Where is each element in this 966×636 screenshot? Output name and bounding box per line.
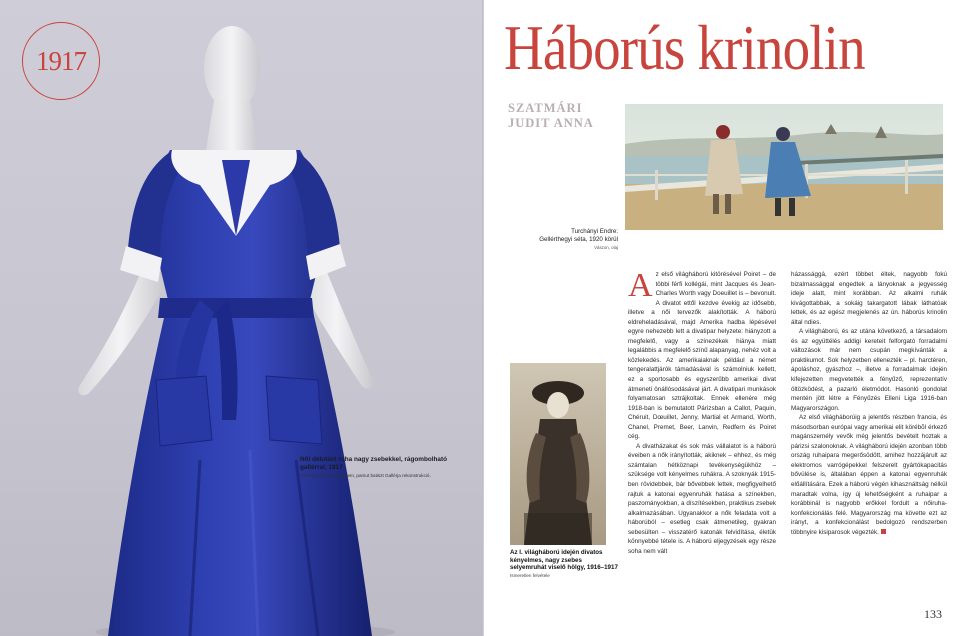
drop-cap: A [628,267,653,304]
article-column-2 [791,270,947,537]
article-title: Háborús krinolin [504,12,865,83]
page-number: 133 [924,607,942,621]
paragraph: A világháború, és az utána következő, a társadalom és az együttélés addigi kereteit felforgató forradalmi változások már nem csupán megkívánták a praktikumot. Sok helyzetben ellenezték – pl. harctéren, ápoláshoz, gyászhoz –, illetve a forradalmak idején kifejezetten megvetették a fényűző, reprezentatív öltözködést, a pazarló életmódot. Hasonló gondolat mentén jött létre a Fényűzés Elleni Liga 1916-ban Magyarországon. [791,328,947,412]
paragraph: házassággá, ezért többet éltek, nagyobb fokú bizalmassággal engedtek a lányoknak a jegyesség ideje alatt, mint korábban. Az alkalmi ruhák kivágottabbak, a sokáig takargatott lábak láthatóak lettek, és az egész megjelenés az ún. háborús krinolin által ndies. [791,271,947,326]
paragraph-last [791,413,947,537]
painting-caption [494,228,618,251]
photo-caption [510,549,620,579]
paragraph-text: Az első világháborúig a jelentős részben francia, és másodsorban európai vagy amerikai elit körébõl érkező magánszemély vevők még jelentős bevételt hoztak a párizsi szalonoknak. A világháború idején azonban több ország ruhaipara megerősödött, amihez hozzájárult az elektromos varrógépekkel felszerelt gyártókapacitás bővülése is, általában éppen a katonai egyenruhák előállítására. Ezek a háború végén kihasználtság nélkül maradtak volna, így új lehetőségként a ruhaipar a korábbinál is nagyobb erőkkel fordult a nőiruha-konfekcionálás felé. Magyarország ma követte ezt az irányt, a konfekcionálást bedolgozó rendszerben többnyire kisiparosok végezték. [791,414,947,536]
painting-caption-artist: Turchányi Endre: [571,228,618,235]
end-mark-icon [881,529,886,534]
author-line-2: JUDIT ANNA [508,116,594,130]
right-page [484,0,966,636]
year-badge: 1917 [22,22,100,100]
dress-caption-sub: Vékony viszkóz taftselyem, pamut batiszt Gallérja rekonstrukció. [300,473,431,478]
photo-caption-sub: Ismeretlen felvétele [510,572,550,578]
painting-caption-title: Gellérthegyi séta, 1920 körül [539,236,618,243]
photo-caption-title: Az I. világháború idején divatos kényelmes, nagy zsebes selyemruhát viselő hölgy, 1916–1917 [510,549,618,572]
author-line-1: SZATMÁRI [508,101,583,115]
dress-caption-title: Női délutáni ruha nagy zsebekkel, rágombolható gallérral, 1917 [300,456,448,471]
paragraph [628,267,776,442]
paragraph-text: z első világháború kitörésével Poiret – de többi férfi kollégái, mint Jacques és Jean-Charles Worth vagy Doeuillet is – bevonult. A divatot ettől kezdve évekig az idősebb, illetve a női tervezők alakították. A háború eldreheladásával, majd Amerika hadba lépésével egyre nehezebb lett a divatipar helyzete: hiányzott a megfelelő, vagy a színezékek hiánya miatt legalábbis a megfelelő színű alapanyag, nehéz volt a közlekedés. Az amerikaiaknak például a német tengeralattjárók támadásával is számolniuk kellett, ez a sportosabb és egyszerűbb amerikai divat átmeneti önállósodásával járt. A divatipari munkások folyamatosan sztrájkoltak. Ennek ellenére még 1918-ban is bemutatott Párizsban a Callot, Paquin, Chéruit, Dœuillet, Jenny, Martial et Armand, Worth, Chanel, Premet, Beer, Lanvin, Redfern és Poiret cég. [628,271,776,441]
article-column-1 [628,267,776,556]
painting-caption-medium: Vászon, olaj [594,245,618,250]
paragraph: A divatházakat és sok más vállalatot is a háború éveiben a nők irányították, akiknek – ehhez, és még számtalan hétköznapi tevékenységükhöz – szüksége volt kényelmes ruhákra. A szoknyák 1915-ben rövidebbek, bár bővebbek lettek, megfigyelhető rajtuk a katonai egyenruhák hatása a színekben, paszományokban, a díszítésekben, praktikus zsebek alkalmazásában. Ugyanakkor a nők feladata volt a háborúból – esetleg csak átmenetileg, gyakran sebesülten – visszatérő katonák felvidítása, életük könnyebbé tétele is. A háború eljegyzések egy része soha nem vált [628,442,776,555]
historic-photo [510,363,606,545]
painting-image [625,104,943,230]
author-name [508,101,594,131]
dress-caption [300,456,460,479]
